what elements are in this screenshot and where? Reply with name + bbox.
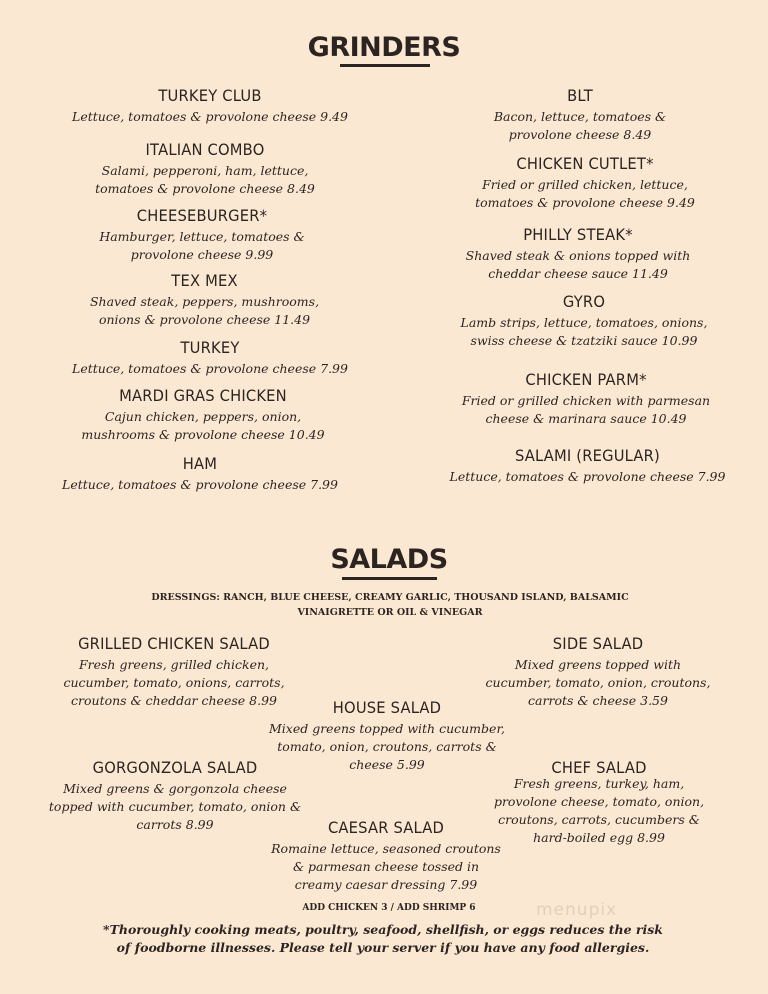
item-name: SIDE SALAD [552,634,644,653]
item-desc: Mixed greens topped with cucumber, tomato, onion, croutons, carrots & cheese 5.99 [268,721,506,772]
item-desc: Lettuce, tomatoes & provolone cheese 7.99 [62,477,338,492]
menu-item [456,292,712,350]
item-name: CAESAR SALAD [327,818,445,837]
menu-item [452,225,704,283]
menu-item [82,206,322,264]
item-desc: Fried or grilled chicken with parmesan cheese & marinara sauce 10.49 [461,393,711,426]
menu-item [482,758,716,847]
menu-item [70,86,350,126]
item-desc: Lettuce, tomatoes & provolone cheese 7.99 [72,361,348,376]
food-safety-disclaimer: *Thoroughly cooking meats, poultry, seafood, shellfish, or eggs reduces the risk of foodborne illnesses. Please tell your server if you have any food allergies. [103,922,663,955]
item-desc: Mixed greens topped with cucumber, tomato, onion, croutons, carrots & cheese 3.59 [485,657,711,708]
menu-item [70,338,350,378]
menu-item [78,386,328,444]
watermark: menupix [536,900,618,920]
menu-item [268,818,504,894]
item-name: MARDI GRAS CHICKEN [119,386,287,405]
item-desc: Lettuce, tomatoes & provolone cheese 9.49 [72,109,348,124]
item-desc: Salami, pepperoni, ham, lettuce, tomatoes & provolone cheese 8.49 [95,163,315,196]
item-name: BLT [567,86,593,105]
item-name: HOUSE SALAD [332,698,442,717]
item-name: PHILLY STEAK* [523,225,633,244]
item-desc: Lamb strips, lettuce, tomatoes, onions, swiss cheese & tzatziki sauce 10.99 [460,315,708,348]
item-desc: Shaved steak & onions topped with cheddar cheese sauce 11.49 [465,248,691,281]
menu-item [82,271,327,329]
item-name: GYRO [562,292,606,311]
item-name: CHICKEN PARM* [525,370,647,389]
item-name: TURKEY CLUB [158,86,262,105]
item-name: CHICKEN CUTLET* [516,154,654,173]
menu-item [452,370,720,428]
menu-item [460,154,710,212]
menu-item [445,446,730,486]
grinders-underline [340,64,430,67]
salads-heading: SALADS [330,544,448,575]
grinders-heading: GRINDERS [307,32,461,63]
item-name: ITALIAN COMBO [145,140,265,159]
item-desc: Fried or grilled chicken, lettuce, tomatoes & provolone cheese 9.49 [475,177,695,210]
item-desc: Lettuce, tomatoes & provolone cheese 7.99 [449,469,726,484]
item-desc: Romaine lettuce, seasoned croutons & parmesan cheese tossed in creamy caesar dressing 7.99 [271,841,501,892]
item-desc: Mixed greens & gorgonzola cheese topped with cucumber, tomato, onion & carrots 8.99 [48,781,302,832]
item-desc: Cajun chicken, peppers, onion, mushrooms & provolone cheese 10.49 [81,409,325,442]
menu-item [48,758,302,834]
addons-note: ADD CHICKEN 3 / ADD SHRIMP 6 [302,903,476,913]
item-name: CHEESEBURGER* [136,206,268,225]
menu-item [470,86,690,144]
menu-item [60,454,340,494]
item-desc: Bacon, lettuce, tomatoes & provolone cheese 8.49 [493,109,667,142]
item-desc: Fresh greens, grilled chicken, cucumber, tomato, onions, carrots, croutons & cheddar cheese 8.99 [63,657,285,708]
item-name: GORGONZOLA SALAD [92,758,258,777]
item-desc: Fresh greens, turkey, ham, provolone cheese, tomato, onion, croutons, carrots, cucumbers & hard-boiled egg 8.99 [493,776,705,845]
dressings-note: DRESSINGS: RANCH, BLUE CHEESE, CREAMY GARLIC, THOUSAND ISLAND, BALSAMIC VINAIGRETTE OR OIL & VINEGAR [151,592,629,618]
item-desc: Shaved steak, peppers, mushrooms, onions & provolone cheese 11.49 [89,294,320,327]
item-name: SALAMI (REGULAR) [514,446,660,465]
menu-item [85,140,325,198]
salads-underline [342,577,437,580]
item-name: TEX MEX [171,271,238,290]
item-name: HAM [182,454,218,473]
item-desc: Hamburger, lettuce, tomatoes & provolone cheese 9.99 [99,229,305,262]
item-name: GRILLED CHICKEN SALAD [78,634,270,653]
item-name: TURKEY [180,338,240,357]
item-name: CHEF SALAD [551,758,647,777]
